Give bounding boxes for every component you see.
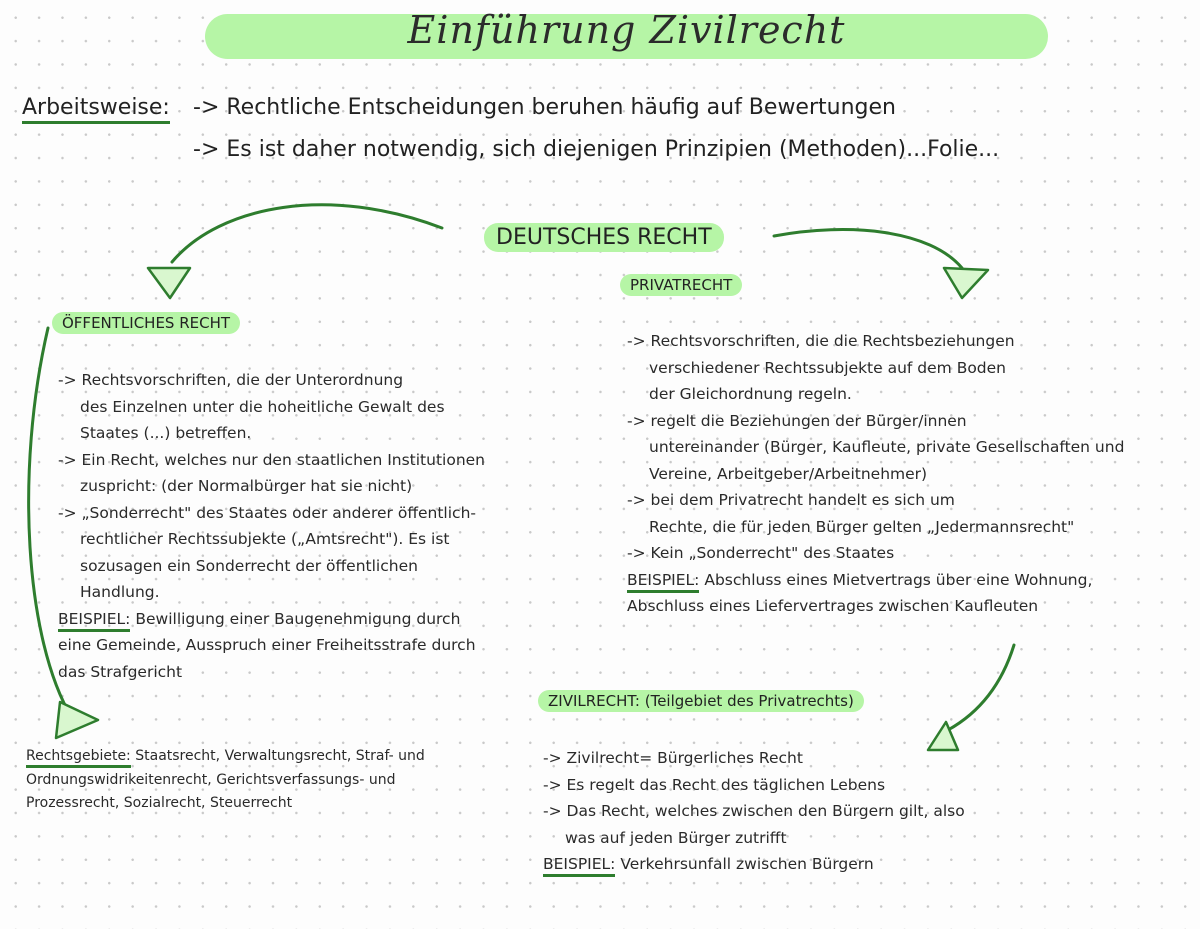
public-law-example-label: BEISPIEL:	[58, 610, 130, 632]
private-law-example-label: BEISPIEL:	[627, 571, 699, 593]
center-heading: DEUTSCHES RECHT	[484, 223, 724, 252]
private-law-example-line: Abschluss eines Liefervertrages zwischen Kaufleuten	[627, 597, 1039, 615]
intro-label: Arbeitsweise:	[22, 95, 170, 124]
civil-law-heading: ZIVILRECHT: (Teilgebiet des Privatrechts)	[538, 690, 864, 712]
public-law-heading: ÖFFENTLICHES RECHT	[52, 312, 240, 334]
triangle-private-law	[944, 268, 988, 298]
public-law-line: -> Ein Recht, welches nur den staatlichen Institutionen	[58, 450, 485, 469]
public-law-line: des Einzelnen unter die hoheitliche Gewalt des	[80, 397, 445, 416]
public-law-example	[58, 606, 485, 633]
public-law-line: sozusagen ein Sonderrecht der öffentlichen	[80, 556, 418, 575]
arrow-to-civil-law	[948, 645, 1014, 730]
triangle-areas	[56, 702, 98, 738]
civil-law-line: -> Es regelt das Recht des täglichen Lebens	[543, 775, 886, 794]
public-law-line: zuspricht: (der Normalbürger hat sie nicht)	[80, 477, 413, 495]
private-law-example	[627, 567, 1124, 594]
private-law-line: -> Rechtsvorschriften, die die Rechtsbeziehungen	[627, 332, 1015, 350]
private-law-line: -> regelt die Beziehungen der Bürger/innen	[627, 411, 967, 430]
public-law-line: rechtlicher Rechtssubjekte („Amtsrecht"). Es ist	[80, 530, 450, 548]
private-law-line: -> bei dem Privatrecht handelt es sich um	[627, 491, 955, 509]
law-areas-text: Staatsrecht, Verwaltungsrecht, Straf- und	[135, 748, 425, 764]
public-law-example-line: eine Gemeinde, Ausspruch einer Freiheitsstrafe durch	[58, 636, 476, 654]
intro-line-1: -> Rechtliche Entscheidungen beruhen häufig auf Bewertungen	[193, 95, 896, 120]
arrow-to-public-law	[172, 205, 442, 262]
public-law-body	[58, 367, 485, 685]
public-law-example-line: das Strafgericht	[58, 662, 183, 681]
arrow-to-private-law	[774, 230, 962, 268]
law-areas	[26, 745, 425, 816]
private-law-heading: PRIVATRECHT	[620, 274, 742, 296]
private-law-example-text: Abschluss eines Mietvertrags über eine Wohnung,	[704, 570, 1093, 589]
law-areas-line: Prozessrecht, Sozialrecht, Steuerrecht	[26, 795, 293, 811]
law-areas-line: Ordnungswidrikeitenrecht, Gerichtsverfassungs- und	[26, 771, 396, 788]
private-law-line: Vereine, Arbeitgeber/Arbeitnehmer)	[649, 464, 928, 483]
civil-law-example-text: Verkehrsunfall zwischen Bürgern	[620, 855, 874, 873]
private-law-line: -> Kein „Sonderrecht" des Staates	[627, 544, 895, 562]
public-law-heading-wrap	[52, 314, 240, 332]
private-law-line: Rechte, die für jeden Bürger gelten „Jedermannsrecht"	[649, 517, 1075, 536]
law-areas-label: Rechtsgebiete:	[26, 748, 131, 768]
public-law-line: -> Rechtsvorschriften, die der Unterordnung	[58, 371, 404, 389]
civil-law-line: -> Das Recht, welches zwischen den Bürgern gilt, also	[543, 802, 965, 820]
civil-law-line: was auf jeden Bürger zutrifft	[565, 828, 787, 847]
intro-label-wrap	[22, 95, 170, 120]
private-law-heading-wrap	[620, 276, 742, 294]
private-law-line: der Gleichordnung regeln.	[649, 385, 852, 403]
private-law-line: verschiedener Rechtssubjekte auf dem Boden	[649, 358, 1007, 377]
public-law-example-text: Bewilligung einer Baugenehmigung durch	[135, 609, 461, 628]
private-law-line: untereinander (Bürger, Kaufleute, private Gesellschaften und	[649, 438, 1125, 456]
page-title: Einführung Zivilrecht	[407, 8, 846, 52]
civil-law-body	[543, 745, 965, 878]
public-law-line: Staates (...) betreffen.	[80, 424, 252, 442]
civil-law-line: -> Zivilrecht= Bürgerliches Recht	[543, 749, 803, 767]
civil-law-example-label: BEISPIEL:	[543, 855, 615, 877]
intro-line-2: -> Es ist daher notwendig, sich diejenigen Prinzipien (Methoden)...Folie...	[193, 137, 1000, 162]
public-law-line: -> „Sonderrecht" des Staates oder anderer öffentlich-	[58, 503, 476, 522]
triangle-public-law	[148, 268, 190, 298]
civil-law-heading-wrap	[538, 692, 864, 710]
private-law-body	[627, 328, 1124, 620]
public-law-line: Handlung.	[80, 583, 160, 601]
